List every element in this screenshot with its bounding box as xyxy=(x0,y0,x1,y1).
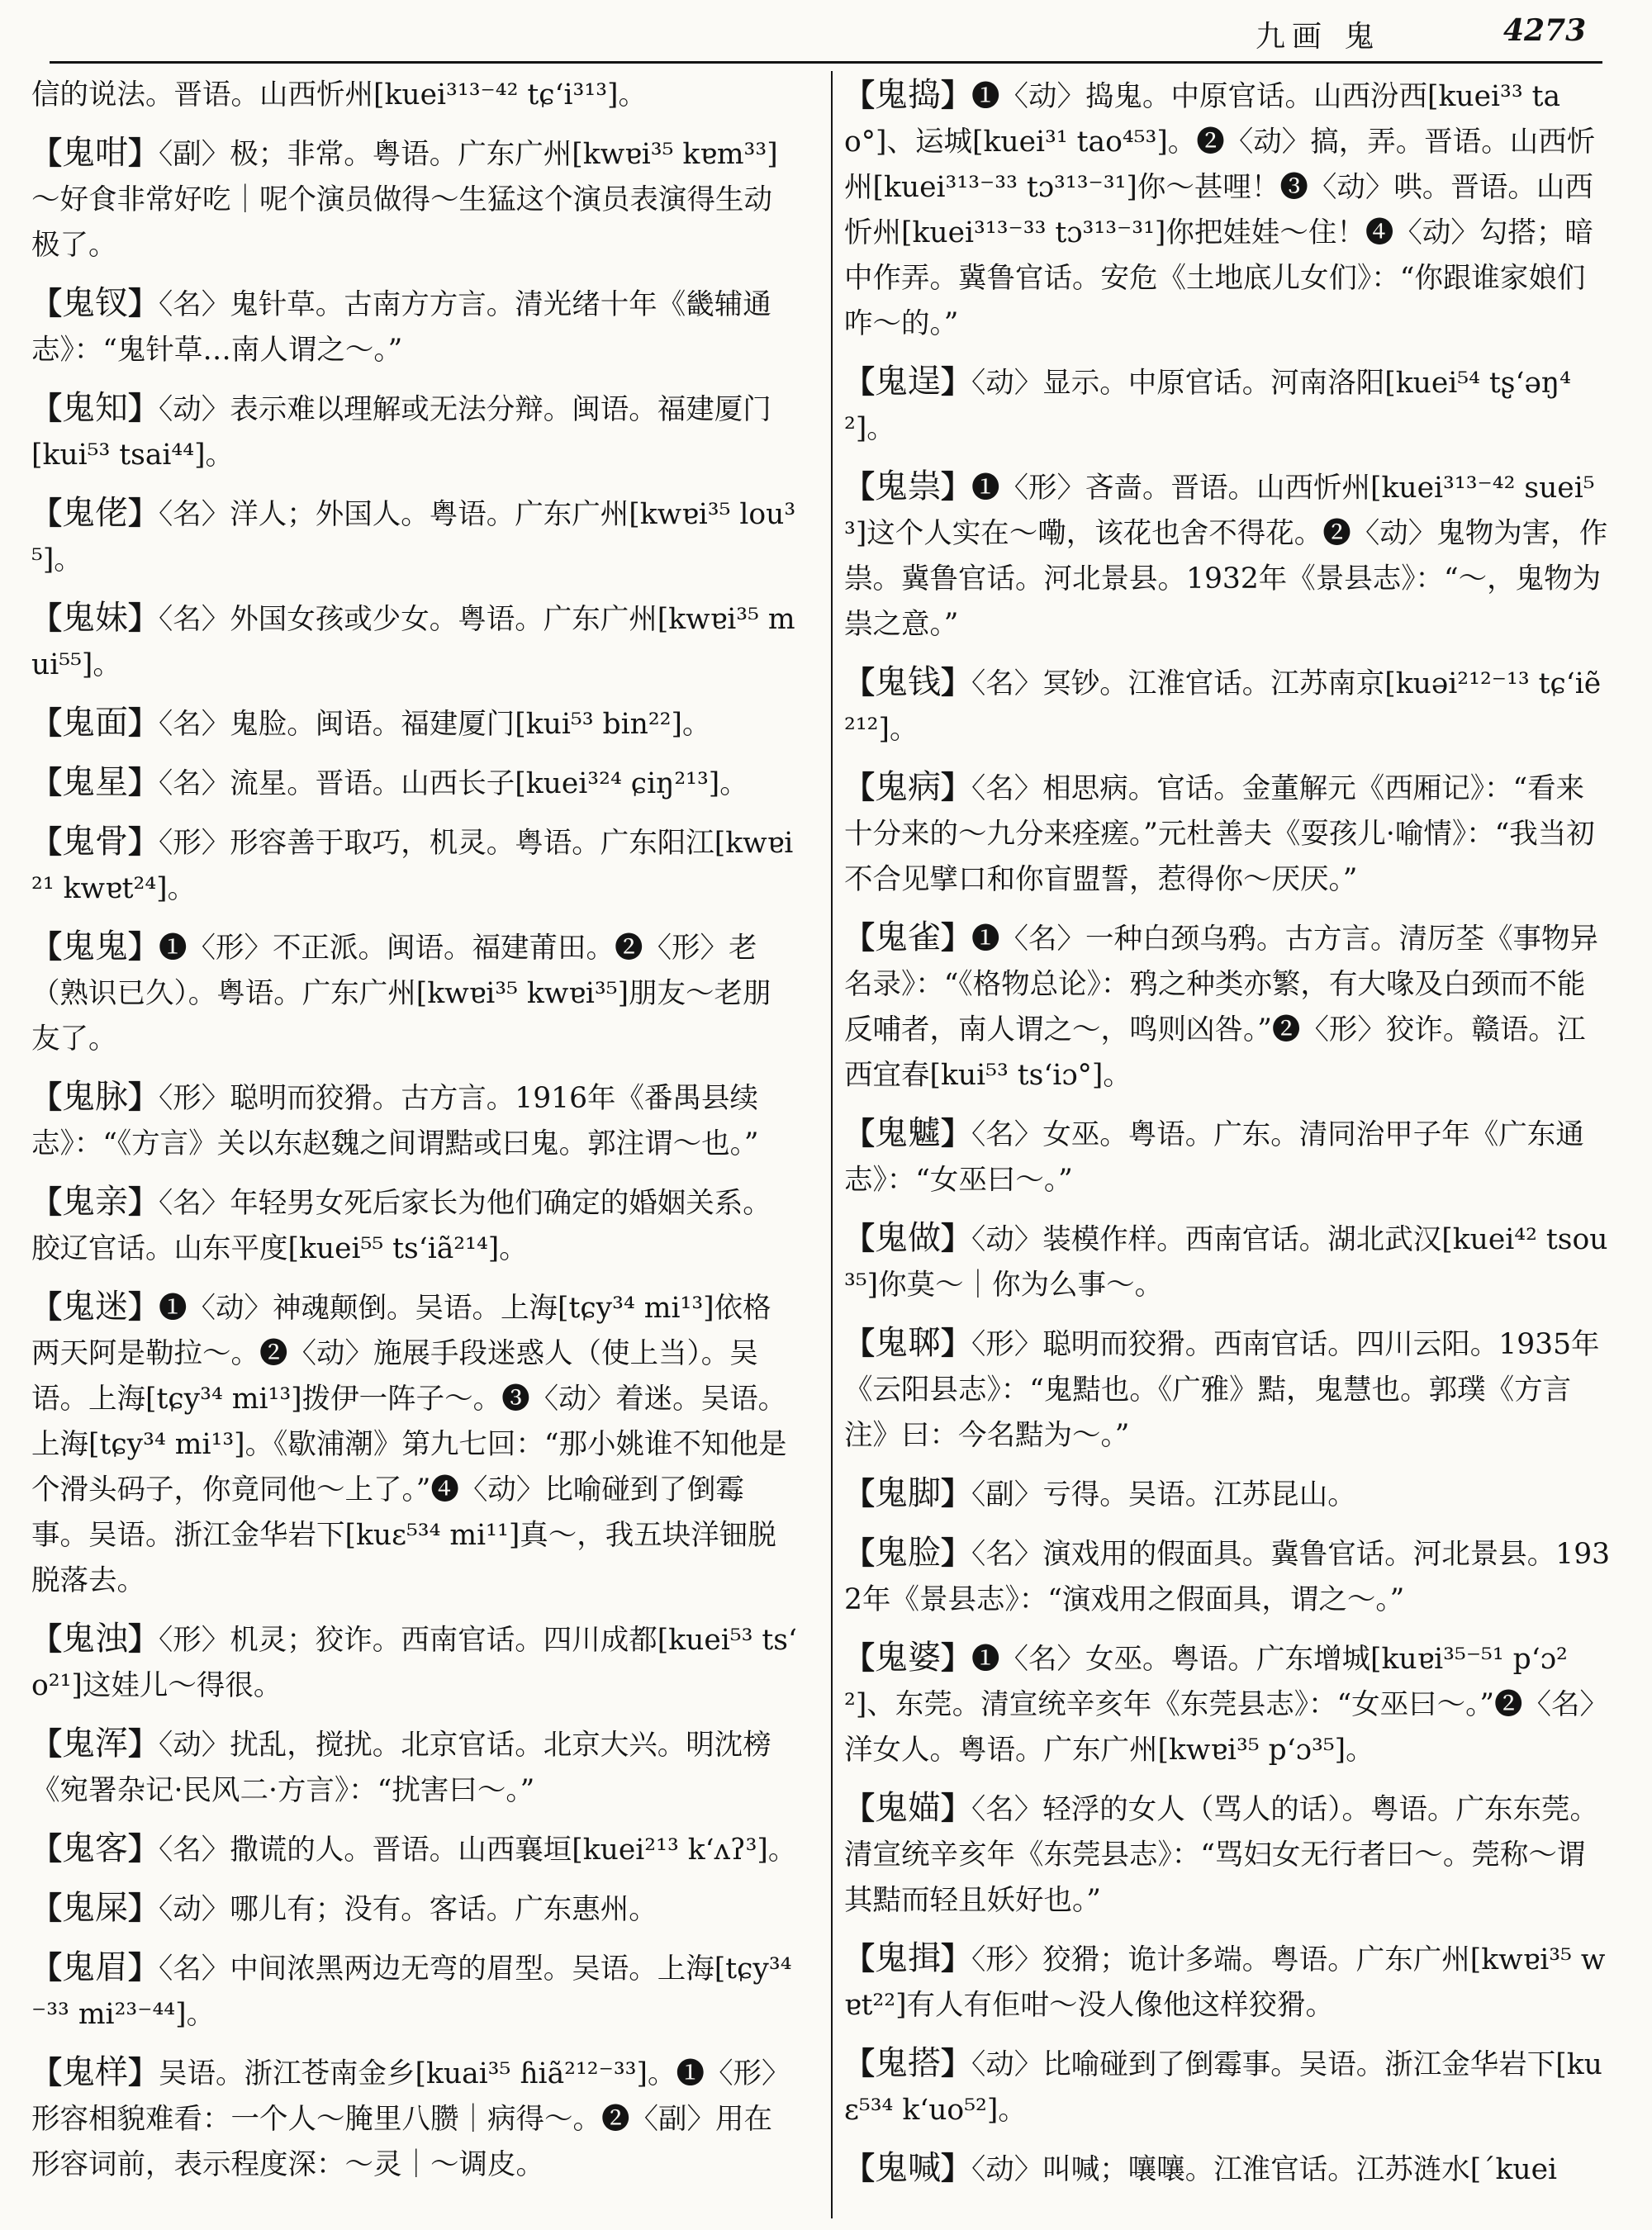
entry xyxy=(844,1111,1612,1203)
running-head: 九画 鬼 xyxy=(1256,20,1381,54)
entry xyxy=(844,660,1612,752)
headword: 【鬼钱】 xyxy=(844,663,971,701)
entry xyxy=(31,760,800,807)
entry-text: 〈名〉演戏用的假面具。冀鲁官话。河北景县。1932年《景县志》：“演戏用之假面具，谓之～。” xyxy=(844,1538,1611,1616)
headword: 【鬼妹】 xyxy=(31,599,159,637)
left-column xyxy=(31,73,800,2200)
headword: 【鬼浑】 xyxy=(31,1725,159,1763)
entry-text: 〈名〉女巫。粤语。广东。清同治甲子年《广东通志》：“女巫曰～。” xyxy=(844,1118,1584,1197)
entry xyxy=(31,1945,800,2038)
entry-text: ❶〈动〉神魂颠倒。吴语。上海[tɕy³⁴ mi¹³]依格两天阿是勒拉～。❷〈动〉施展手段迷惑人（使上当）。吴语。上海[tɕy³⁴ mi¹³]拨伊一阵子～。❸〈动〉着迷。吴语。上海[tɕy³⁴ mi¹³]。《歇浦潮》第九七回：“那小姚谁不知他是个滑头码子，你竟同他～上了。”❹〈动〉比喻碰到了倒霉事。吴语。浙江金华岩下[kuɛ⁵³⁴ mi¹¹]真～，我五块洋钿脱脱落去。 xyxy=(31,1292,787,1597)
headword: 【鬼佬】 xyxy=(31,494,159,532)
entry-text: 〈形〉机灵；狡诈。西南官话。四川成都[kuei⁵³ tsʻo²¹]这娃儿～得很。 xyxy=(31,1624,797,1702)
headword: 【鬼面】 xyxy=(31,704,159,742)
headword: 【鬼喊】 xyxy=(844,2149,971,2187)
entry xyxy=(844,1936,1612,2028)
headword: 【鬼捣】 xyxy=(844,76,971,114)
entry xyxy=(844,915,1612,1098)
entry xyxy=(31,1284,800,1604)
column-divider xyxy=(831,71,833,2218)
headword: 【鬼脸】 xyxy=(844,1534,971,1572)
entry xyxy=(844,1471,1612,1518)
entry-text: 〈动〉比喻碰到了倒霉事。吴语。浙江金华岩下[kuɛ⁵³⁴ kʻuo⁵²]。 xyxy=(844,2048,1602,2127)
entry xyxy=(31,281,800,373)
entry-text: ❶〈形〉不正派。闽语。福建莆田。❷〈形〉老（熟识已久）。粤语。广东广州[kwɐi³⁵ kwɐi³⁵]朋友～老朋友了。 xyxy=(31,932,771,1056)
entry-text: 〈名〉中间浓黑两边无弯的眉型。吴语。上海[tɕy³⁴⁻³³ mi²³⁻⁴⁴]。 xyxy=(31,1952,792,2031)
entry-text: 〈名〉轻浮的女人（骂人的话）。粤语。广东东莞。清宣统辛亥年《东莞县志》：“骂妇女无行者曰～。莞称～谓其黠而轻且妖好也。” xyxy=(844,1793,1598,1917)
headword: 【鬼病】 xyxy=(844,768,971,806)
headword: 【鬼星】 xyxy=(31,763,159,801)
right-column xyxy=(844,73,1612,2205)
entry-text: 〈名〉鬼脸。闽语。福建厦门[kui⁵³ bin²²]。 xyxy=(159,708,711,741)
headword: 【鬼骨】 xyxy=(31,823,159,861)
entry xyxy=(844,359,1612,452)
headword: 【鬼脚】 xyxy=(844,1474,971,1512)
entry-text: 〈动〉表示难以理解或无法分辩。闽语。福建厦门[kui⁵³ tsai⁴⁴]。 xyxy=(31,393,771,472)
entry xyxy=(31,2050,800,2188)
entry xyxy=(31,924,800,1062)
entry-text: 〈动〉叫喊；嚷嚷。江淮官话。江苏涟水[ˊkuei xyxy=(971,2153,1558,2186)
entry xyxy=(31,595,800,688)
entry xyxy=(31,1886,800,1933)
entry-text: ❶〈形〉吝啬。晋语。山西忻州[kuei³¹³⁻⁴² suei⁵³]这个人实在～嘞，该花也舍不得花。❷〈动〉鬼物为害，作祟。冀鲁官话。河北景县。1932年《景县志》：“～，鬼物为祟之意。” xyxy=(844,472,1608,641)
entry xyxy=(31,1721,800,1814)
entry-text: 〈名〉相思病。官话。金董解元《西厢记》：“看来十分来的～九分来痊瘥。”元杜善夫《耍孩儿·喻情》：“我当初不合见擘口和你盲盟誓，惹得你～厌厌。” xyxy=(844,772,1595,896)
entry xyxy=(31,1826,800,1873)
entry-text: 〈名〉冥钞。江淮官话。江苏南京[kuəi²¹²⁻¹³ tɕʻiẽ²¹²]。 xyxy=(844,667,1602,746)
entry-text: 吴语。浙江苍南金乡[kuai³⁵ ɦiã²¹²⁻³³]。❶〈形〉形容相貌难看：一个人～腌里八臜｜病得～。❷〈副〉用在形容词前，表示程度深：～灵｜～调皮。 xyxy=(31,2057,790,2181)
headword: 【鬼钗】 xyxy=(31,284,159,322)
entry xyxy=(31,386,800,478)
entry-text: 〈动〉哪儿有；没有。客话。广东惠州。 xyxy=(159,1893,657,1926)
entry xyxy=(31,491,800,583)
entry xyxy=(844,1321,1612,1459)
entry-text: ❶〈名〉女巫。粤语。广东增城[kuɐi³⁵⁻⁵¹ pʻɔ²²]、东莞。清宣统辛亥年《东莞县志》：“女巫曰～。”❷〈名〉洋女人。粤语。广东广州[kwɐi³⁵ pʻɔ³⁵]。 xyxy=(844,1643,1609,1767)
headword: 【鬼客】 xyxy=(31,1829,159,1867)
headword: 【鬼迷】 xyxy=(31,1288,159,1326)
entry-text: 〈动〉显示。中原官话。河南洛阳[kuei⁵⁴ tʂʻəŋ⁴²]。 xyxy=(844,367,1571,445)
entry-text: ❶〈动〉捣鬼。中原官话。山西汾西[kuei³³ tao°]、运城[kuei³¹ tao⁴⁵³]。❷〈动〉搞，弄。晋语。山西忻州[kuei³¹³⁻³³ tɔ³¹³⁻³¹]你～甚哩！❸〈动〉哄。晋语。山西忻州[kuei³¹³⁻³³ tɔ³¹³⁻³¹]你把娃娃～住！❹〈动〉勾搭；暗中作弄。冀鲁官话。安危《土地底儿女们》：“你跟谁家娘们咋～的。” xyxy=(844,80,1596,340)
headword: 【鬼魖】 xyxy=(844,1114,971,1152)
headword: 【鬼郰】 xyxy=(844,1324,971,1362)
entry-text: 〈形〉狡猾；诡计多端。粤语。广东广州[kwɐi³⁵ wɐt²²]有人有佢咁～没人像他这样狡猾。 xyxy=(844,1943,1606,2022)
entry-text: 〈名〉撒谎的人。晋语。山西襄垣[kuei²¹³ kʻʌʔ³]。 xyxy=(159,1834,797,1867)
entry xyxy=(844,765,1612,903)
entry xyxy=(844,1635,1612,1773)
entry-text: 〈形〉聪明而狡猾。古方言。1916年《番禺县续志》：“《方言》关以东赵魏之间谓黠或曰鬼。郭注谓～也。” xyxy=(31,1082,759,1160)
headword: 【鬼雀】 xyxy=(844,918,971,956)
headword: 【鬼揖】 xyxy=(844,1939,971,1977)
page-number: 4273 xyxy=(1503,13,1587,48)
headword: 【鬼知】 xyxy=(31,389,159,427)
entry xyxy=(844,2146,1612,2193)
entry xyxy=(31,1616,800,1709)
entry xyxy=(31,700,800,747)
entry-text: 〈名〉年轻男女死后家长为他们确定的婚姻关系。胶辽官话。山东平度[kuei⁵⁵ tsʻiã²¹⁴]。 xyxy=(31,1187,771,1265)
entry xyxy=(844,73,1612,347)
header-rule xyxy=(50,61,1602,64)
headword: 【鬼浊】 xyxy=(31,1620,159,1658)
entry xyxy=(31,1179,800,1272)
entry-text: 〈名〉洋人；外国人。粤语。广东广州[kwɐi³⁵ lou³⁵]。 xyxy=(31,498,796,576)
headword: 【鬼亲】 xyxy=(31,1183,159,1221)
page-header xyxy=(0,0,1652,66)
entry xyxy=(31,1075,800,1167)
entry-text: 〈副〉亏得。吴语。江苏昆山。 xyxy=(971,1478,1356,1511)
headword: 【鬼搭】 xyxy=(844,2044,971,2082)
entry-text: ❶〈名〉一种白颈乌鸦。古方言。清厉荃《事物异名录》：“《格物总论》：鸦之种类亦繁，有大喙及白颈而不能反哺者，南人谓之～，鸣则凶咎。”❷〈形〉狡诈。赣语。江西宜春[kui⁵³ tsʻiɔ°]。 xyxy=(844,923,1598,1092)
entry-text: 信的说法。晋语。山西忻州[kuei³¹³⁻⁴² tɕʻi³¹³]。 xyxy=(31,78,647,112)
entry-text: 〈形〉聪明而狡猾。西南官话。四川云阳。1935年《云阳县志》：“鬼黠也。《广雅》黠，鬼慧也。郭璞《方言注》曰：今名黠为～。” xyxy=(844,1328,1600,1452)
headword: 【鬼逞】 xyxy=(844,363,971,401)
entry xyxy=(844,1786,1612,1924)
headword: 【鬼鬼】 xyxy=(31,928,159,966)
entry-text: 〈副〉极；非常。粤语。广东广州[kwɐi³⁵ kɐm³³]～好食非常好吃｜呢个演员做得～生猛这个演员表演得生动极了。 xyxy=(31,138,778,262)
headword: 【鬼样】 xyxy=(31,2053,159,2091)
entry-text: 〈名〉流星。晋语。山西长子[kuei³²⁴ ɕiŋ²¹³]。 xyxy=(159,767,748,800)
entry-text: 〈名〉外国女孩或少女。粤语。广东广州[kwɐi³⁵ mui⁵⁵]。 xyxy=(31,603,795,681)
headword: 【鬼婆】 xyxy=(844,1639,971,1677)
entry-text: 〈名〉鬼针草。古南方方言。清光绪十年《畿辅通志》：“鬼针草…南人谓之～。” xyxy=(31,288,771,367)
headword: 【鬼屎】 xyxy=(31,1889,159,1927)
entry xyxy=(31,130,800,268)
entry-text: 〈形〉形容善于取巧，机灵。粤语。广东阳江[kwɐi²¹ kwɐt²⁴]。 xyxy=(31,827,794,905)
entry-continuation xyxy=(31,73,800,118)
headword: 【鬼脉】 xyxy=(31,1078,159,1116)
headword: 【鬼祟】 xyxy=(844,467,971,505)
entry xyxy=(844,1530,1612,1623)
entry xyxy=(844,1216,1612,1308)
headword: 【鬼咁】 xyxy=(31,134,159,172)
entry-text: 〈动〉扰乱，搅扰。北京官话。北京大兴。明沈榜《宛署杂记·民风二·方言》：“扰害曰～。” xyxy=(31,1729,771,1807)
entry xyxy=(844,2041,1612,2133)
entry xyxy=(844,464,1612,648)
headword: 【鬼媌】 xyxy=(844,1789,971,1827)
headword: 【鬼做】 xyxy=(844,1219,971,1257)
entry xyxy=(31,819,800,912)
headword: 【鬼眉】 xyxy=(31,1948,159,1986)
entry-text: 〈动〉装模作样。西南官话。湖北武汉[kuei⁴² tsou³⁵]你莫～｜你为么事～。 xyxy=(844,1223,1608,1302)
